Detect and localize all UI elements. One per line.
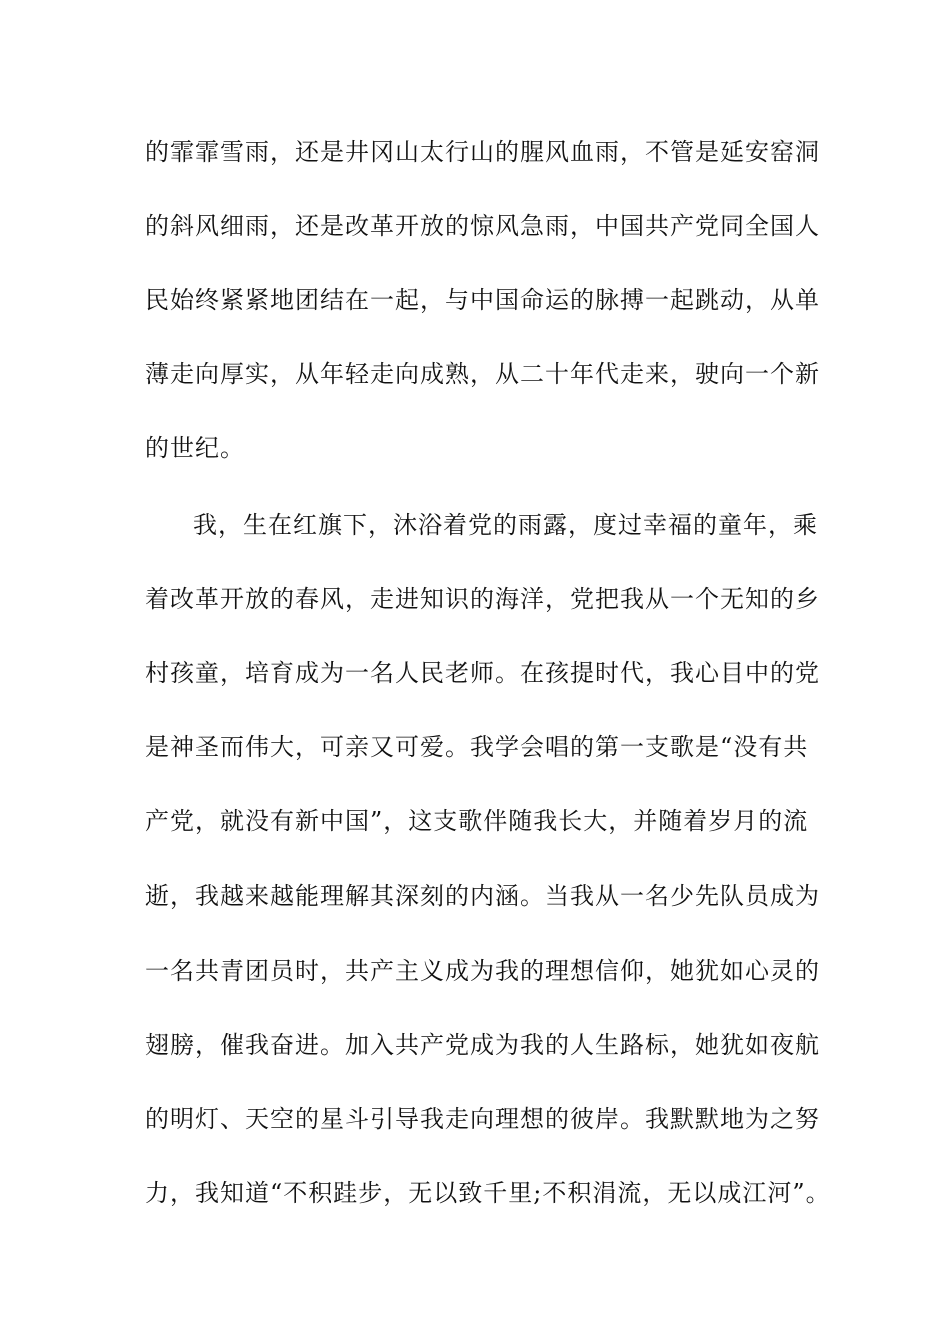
text-line: 的斜风细雨，还是改革开放的惊风急雨，中国共产党同全国人	[145, 212, 820, 240]
text-line: 的世纪。	[145, 434, 245, 462]
paragraph-start-line: 我，生在红旗下，沐浴着党的雨露，度过幸福的童年，乘	[193, 511, 818, 539]
text-line: 力，我知道“不积跬步，无以致千里;不积涓流，无以成江河”。	[145, 1179, 831, 1207]
text-line: 一名共青团员时，共产主义成为我的理想信仰，她犹如心灵的	[145, 957, 820, 985]
text-line: 是神圣而伟大，可亲又可爱。我学会唱的第一支歌是“没有共	[145, 733, 809, 761]
text-line: 薄走向厚实，从年轻走向成熟，从二十年代走来，驶向一个新	[145, 360, 820, 388]
text-line: 的霏霏雪雨，还是井冈山太行山的腥风血雨，不管是延安窑洞	[145, 138, 820, 166]
text-line: 翅膀，催我奋进。加入共产党成为我的人生路标，她犹如夜航	[145, 1031, 820, 1059]
text-line: 产党，就没有新中国”，这支歌伴随我长大，并随着岁月的流	[145, 807, 809, 835]
text-line: 的明灯、天空的星斗引导我走向理想的彼岸。我默默地为之努	[145, 1105, 820, 1133]
text-line: 民始终紧紧地团结在一起，与中国命运的脉搏一起跳动，从单	[145, 286, 820, 314]
text-line: 逝，我越来越能理解其深刻的内涵。当我从一名少先队员成为	[145, 882, 820, 910]
text-line: 村孩童，培育成为一名人民老师。在孩提时代，我心目中的党	[145, 659, 820, 687]
text-line: 着改革开放的春风，走进知识的海洋，党把我从一个无知的乡	[145, 585, 820, 613]
